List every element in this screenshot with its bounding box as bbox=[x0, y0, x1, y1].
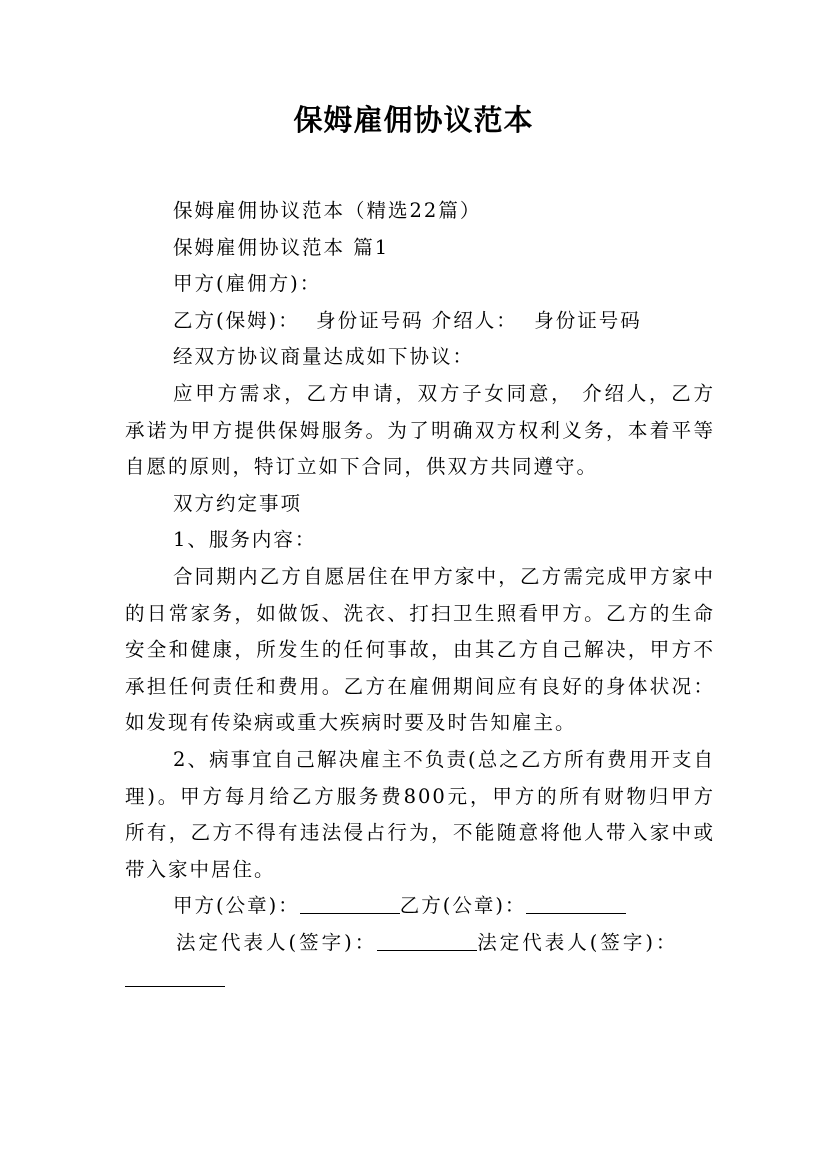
paragraph-party-b: 乙方(保姆)： 身份证号码 介绍人： 身份证号码 bbox=[173, 308, 642, 332]
legal-rep-b-blank[interactable] bbox=[125, 985, 225, 987]
paragraph-purpose: 应甲方需求，乙方申请，双方子女同意， 介绍人，乙方承诺为甲方提供保姆服务。为了明确双方权利义务，本着平等自愿的原则，特订立如下合同，供双方共同遵守。 bbox=[125, 381, 715, 479]
legal-rep-a-label: 法定代表人(签字)： bbox=[176, 930, 378, 954]
party-a-seal-blank[interactable] bbox=[300, 912, 400, 914]
document-body bbox=[125, 193, 715, 998]
party-b-seal-blank[interactable] bbox=[526, 912, 626, 914]
party-a-seal-label: 甲方(公章)： bbox=[173, 894, 300, 918]
paragraph-agreed-items: 双方约定事项 bbox=[173, 491, 303, 515]
legal-rep-b-label: 法定代表人(签字)： bbox=[477, 930, 679, 954]
document-title: 保姆雇佣协议范本 bbox=[293, 103, 534, 137]
paragraph-party-a: 甲方(雇佣方)： bbox=[173, 272, 322, 296]
signature-line-seals bbox=[125, 888, 715, 925]
paragraph-section-heading: 保姆雇佣协议范本 篇1 bbox=[173, 235, 390, 259]
signature-line-legal-rep bbox=[125, 925, 715, 962]
paragraph-agreement-intro: 经双方协议商量达成如下协议： bbox=[173, 345, 475, 369]
paragraph-clause-2: 2、病事宜自己解决雇主不负责(总之乙方所有费用开支自理)。甲方每月给乙方服务费800元，甲方的所有财物归甲方所有，乙方不得有违法侵占行为，不能随意将他人带入家中或带入家中居住。 bbox=[125, 747, 715, 881]
paragraph-subtitle: 保姆雇佣协议范本（精选22篇） bbox=[173, 199, 482, 222]
paragraph-service-heading: 1、服务内容： bbox=[173, 528, 317, 552]
signature-line-trailing bbox=[125, 961, 715, 998]
legal-rep-a-blank[interactable] bbox=[377, 949, 477, 951]
paragraph-service-content: 合同期内乙方自愿居住在甲方家中，乙方需完成甲方家中的日常家务，如做饭、洗衣、打扫卫生照看甲方。乙方的生命安全和健康，所发生的任何事故，由其乙方自己解决，甲方不承担任何责任和费用。乙方在雇佣期间应有良好的身体状况：如发现有传染病或重大疾病时要及时告知雇主。 bbox=[125, 564, 715, 735]
party-b-seal-label: 乙方(公章)： bbox=[399, 894, 527, 918]
